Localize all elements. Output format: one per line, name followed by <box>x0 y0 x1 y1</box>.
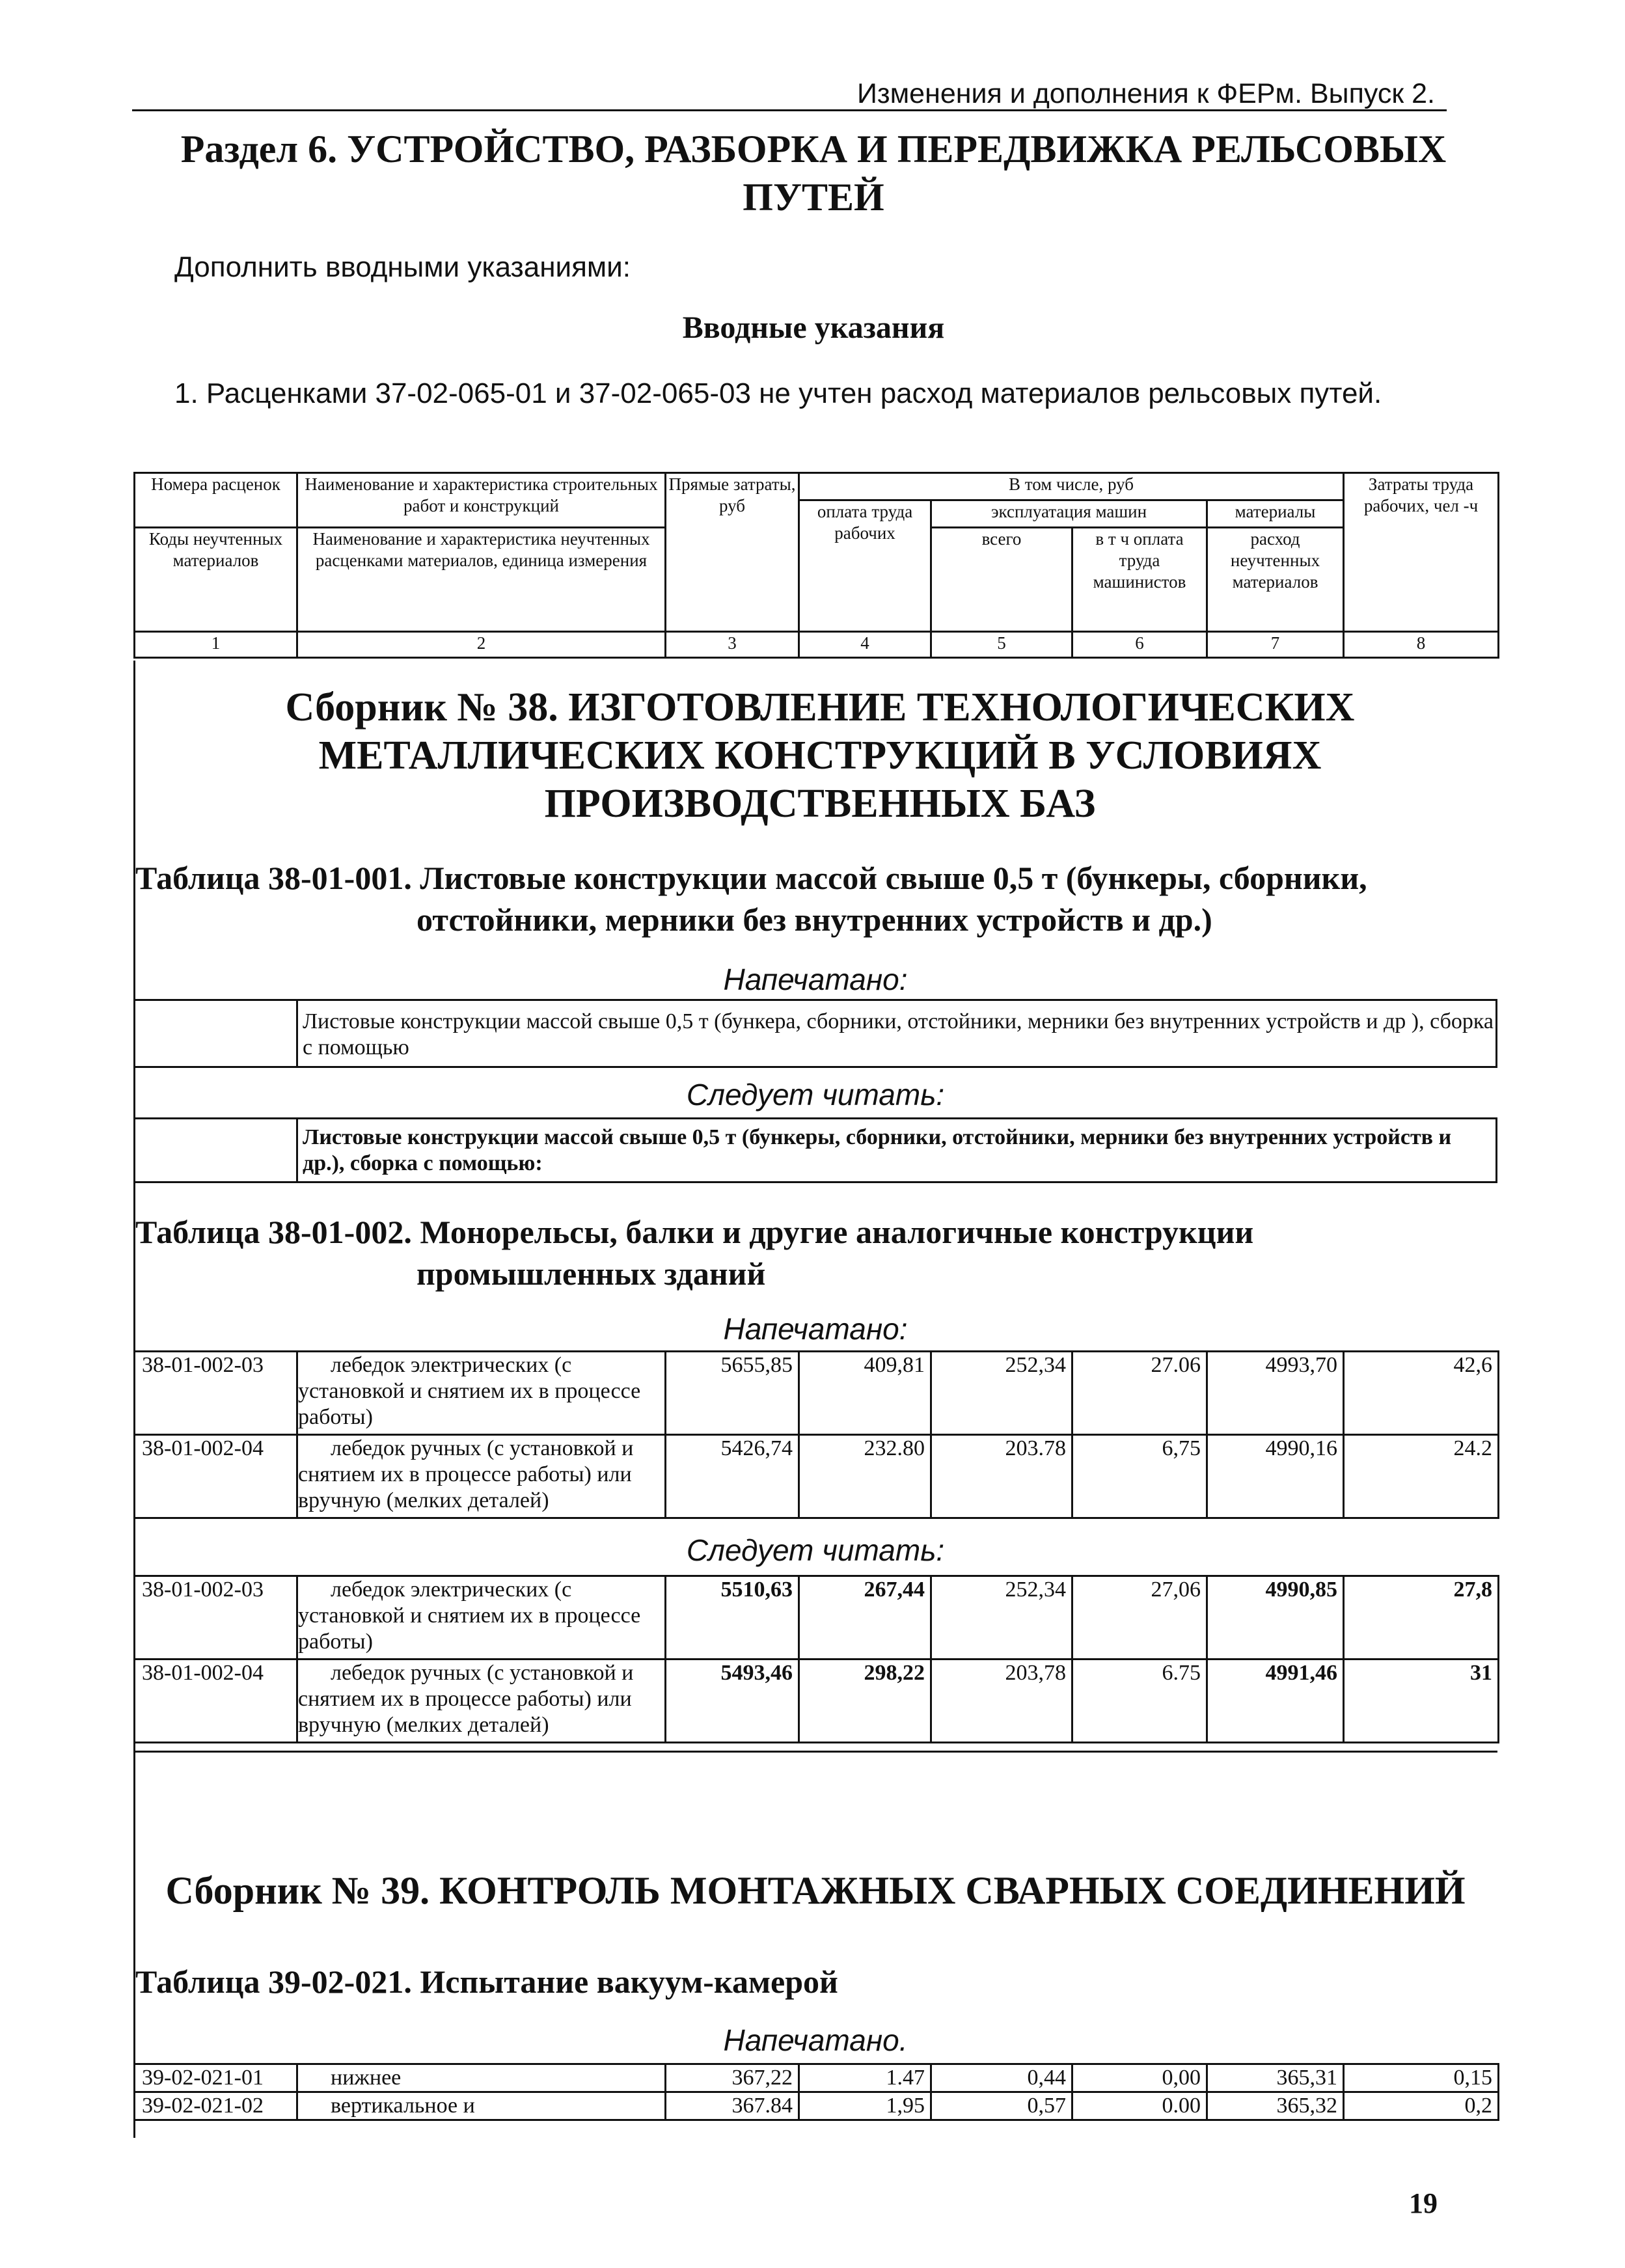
materials-cost: 365,32 <box>1207 2092 1344 2120</box>
header-materials: материалы <box>1207 500 1344 528</box>
rule <box>133 999 1497 1001</box>
table-38-01-002-printed <box>133 1350 1499 1519</box>
read-text: Листовые конструкции массой свыше 0,5 т (бункеры, сборники, отстойники, мерники без внутренних устройств и др.), сборка с помощью: <box>303 1125 1452 1175</box>
labor-pay: 232.80 <box>799 1435 931 1518</box>
direct-costs: 367.84 <box>666 2092 799 2120</box>
rule <box>1495 999 1497 1067</box>
table-row <box>135 2064 1499 2092</box>
column-number: 1 <box>135 632 297 658</box>
direct-costs: 5426,74 <box>666 1435 799 1518</box>
header-machines-total: всего <box>931 528 1072 632</box>
column-number: 7 <box>1207 632 1344 658</box>
printed-label: Напечатано. <box>723 2023 908 2057</box>
materials-cost: 365,31 <box>1207 2064 1344 2092</box>
work-name: лебедок ручных (с установкой и снятием их в процессе работы) или вручную (мелких деталей) <box>297 1660 666 1743</box>
intro-item: 1. Расценками 37-02-065-01 и 37-02-065-03 не учтен расход материалов рельсовых путей. <box>174 377 1382 409</box>
header-labor-pay: оплата труда рабочих <box>799 500 931 632</box>
machinist-pay: 0.00 <box>1072 2092 1207 2120</box>
table-row <box>135 1660 1499 1743</box>
rule <box>296 999 298 1067</box>
labor-hours: 31 <box>1344 1660 1499 1743</box>
rule <box>133 1181 1497 1183</box>
materials-cost: 4990,85 <box>1207 1576 1344 1660</box>
header-unaccounted-materials: расход неучтенных материалов <box>1207 528 1344 632</box>
labor-pay: 267,44 <box>799 1576 931 1660</box>
materials-cost: 4993,70 <box>1207 1352 1344 1435</box>
table-row <box>135 1576 1499 1660</box>
work-name: вертикальное и <box>297 2092 666 2120</box>
table-38-01-001-title-line1: Таблица 38-01-001. Листовые конструкции массой свыше 0,5 т (бункеры, сборники, <box>135 860 1367 896</box>
printed-text: Листовые конструкции массой свыше 0,5 т (бункера, сборники, отстойники, мерники без внутренних устройств и др ), сборка с помощью <box>303 1009 1494 1059</box>
labor-hours: 42,6 <box>1344 1352 1499 1435</box>
materials-cost: 4991,46 <box>1207 1660 1344 1743</box>
running-head: Изменения и дополнения к ФЕРм. Выпуск 2. <box>856 78 1435 109</box>
intro-heading: Вводные указания <box>682 310 945 345</box>
header-machines: эксплуатация машин <box>931 500 1207 528</box>
table-header <box>133 472 1499 659</box>
header-rate-number: Номера расценок <box>135 473 297 528</box>
table-38-01-001-title-line2: отстойники, мерники без внутренних устройств и др.) <box>416 901 1212 938</box>
direct-costs: 367,22 <box>666 2064 799 2092</box>
labor-hours: 0,15 <box>1344 2064 1499 2092</box>
machinist-pay: 0,00 <box>1072 2064 1207 2092</box>
rate-code: 38-01-002-04 <box>135 1435 297 1518</box>
table-39-02-021-title: Таблица 39-02-021. Испытание вакуум-камерой <box>135 1963 838 2000</box>
page-number: 19 <box>1409 2187 1438 2219</box>
table-row <box>135 1435 1499 1518</box>
labor-pay: 298,22 <box>799 1660 931 1743</box>
rate-code: 39-02-021-01 <box>135 2064 297 2092</box>
head-rule <box>132 109 1447 111</box>
read-label: Следует читать: <box>686 1533 945 1567</box>
work-name: лебедок электрических (с установкой и снятием их в процессе работы) <box>297 1352 666 1435</box>
header-including: В том числе, руб <box>799 473 1344 500</box>
machines-total: 0,44 <box>931 2064 1072 2092</box>
direct-costs: 5510,63 <box>666 1576 799 1660</box>
column-number: 8 <box>1344 632 1499 658</box>
header-work-name: Наименование и характеристика строительных работ и конструкций <box>297 473 666 528</box>
rule <box>133 1066 1497 1068</box>
machines-total: 0,57 <box>931 2092 1072 2120</box>
rate-code: 39-02-021-02 <box>135 2092 297 2120</box>
table-38-01-002-title-line1: Таблица 38-01-002. Монорельсы, балки и другие аналогичные конструкции <box>135 1214 1254 1250</box>
header-machinist-pay: в т ч оплата труда машинистов <box>1072 528 1207 632</box>
header-material-name: Наименование и характеристика неучтенных расценками материалов, единица измерения <box>297 528 666 632</box>
column-number: 4 <box>799 632 931 658</box>
printed-label: Напечатано: <box>723 963 908 996</box>
labor-hours: 0,2 <box>1344 2092 1499 2120</box>
machines-total: 203,78 <box>931 1660 1072 1743</box>
labor-pay: 409,81 <box>799 1352 931 1435</box>
table-38-01-002-title-line2: промышленных зданий <box>416 1255 766 1292</box>
header-labor-hours: Затраты труда рабочих, чел -ч <box>1344 473 1499 632</box>
header-direct-costs: Прямые затраты, руб <box>666 473 799 632</box>
rule <box>133 1751 1497 1753</box>
machinist-pay: 27.06 <box>1072 1352 1207 1435</box>
rate-code: 38-01-002-03 <box>135 1576 297 1660</box>
rule <box>296 1117 298 1182</box>
table-39-02-021-printed <box>133 2063 1499 2121</box>
column-number: 3 <box>666 632 799 658</box>
machines-total: 252,34 <box>931 1576 1072 1660</box>
table-row <box>135 1352 1499 1435</box>
rule <box>133 1117 1497 1119</box>
work-name: лебедок электрических (с установкой и снятием их в процессе работы) <box>297 1576 666 1660</box>
collection-39-title: Сборник № 39. КОНТРОЛЬ МОНТАЖНЫХ СВАРНЫХ СОЕДИНЕНИЙ <box>165 1869 1466 1912</box>
machinist-pay: 6.75 <box>1072 1660 1207 1743</box>
header-material-code: Коды неучтенных материалов <box>135 528 297 632</box>
labor-hours: 27,8 <box>1344 1576 1499 1660</box>
work-name: нижнее <box>297 2064 666 2092</box>
section-title: Раздел 6. УСТРОЙСТВО, РАЗБОРКА И ПЕРЕДВИЖКА РЕЛЬСОВЫХ ПУТЕЙ <box>180 128 1447 219</box>
machinist-pay: 6,75 <box>1072 1435 1207 1518</box>
table-38-01-002-corrected <box>133 1575 1499 1743</box>
supplement-line: Дополнить вводными указаниями: <box>174 251 631 283</box>
table-row <box>135 2092 1499 2120</box>
machines-total: 252,34 <box>931 1352 1072 1435</box>
read-label: Следует читать: <box>686 1078 945 1112</box>
labor-pay: 1.47 <box>799 2064 931 2092</box>
column-number: 2 <box>297 632 666 658</box>
machines-total: 203.78 <box>931 1435 1072 1518</box>
direct-costs: 5655,85 <box>666 1352 799 1435</box>
work-name: лебедок ручных (с установкой и снятием их в процессе работы) или вручную (мелких деталей) <box>297 1435 666 1518</box>
printed-label: Напечатано: <box>723 1312 908 1346</box>
rule <box>1495 1117 1497 1182</box>
labor-hours: 24.2 <box>1344 1435 1499 1518</box>
machinist-pay: 27,06 <box>1072 1576 1207 1660</box>
column-number: 6 <box>1072 632 1207 658</box>
materials-cost: 4990,16 <box>1207 1435 1344 1518</box>
labor-pay: 1,95 <box>799 2092 931 2120</box>
column-number: 5 <box>931 632 1072 658</box>
direct-costs: 5493,46 <box>666 1660 799 1743</box>
rate-code: 38-01-002-04 <box>135 1660 297 1743</box>
rate-code: 38-01-002-03 <box>135 1352 297 1435</box>
collection-38-title: Сборник № 38. ИЗГОТОВЛЕНИЕ ТЕХНОЛОГИЧЕСКИХ МЕТАЛЛИЧЕСКИХ КОНСТРУКЦИЙ В УСЛОВИЯХ ПРОИЗВОДСТВЕННЫХ БАЗ <box>285 685 1355 826</box>
